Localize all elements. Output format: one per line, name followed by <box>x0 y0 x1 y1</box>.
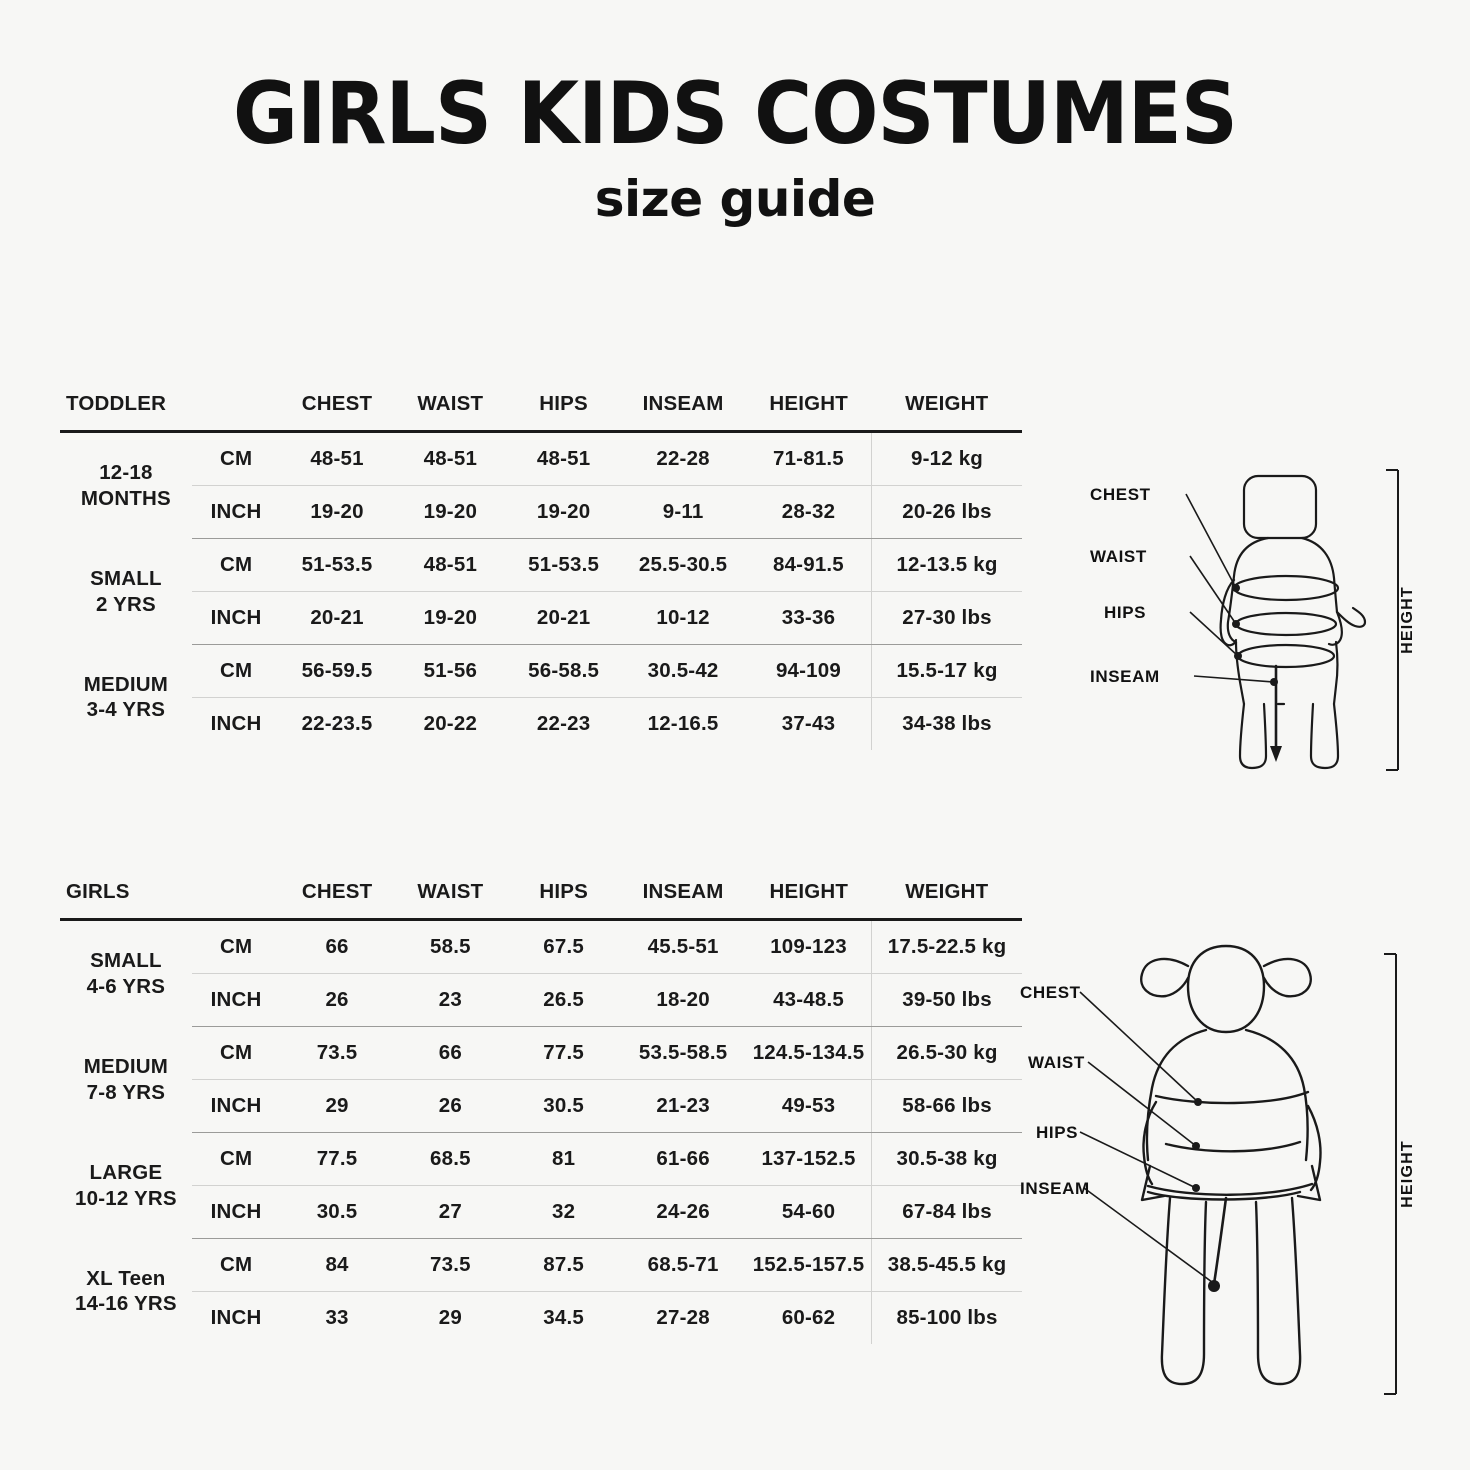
page-subtitle: size guide <box>594 169 876 228</box>
girls-table-head <box>60 866 1022 920</box>
table-row <box>60 1292 1022 1345</box>
cell-weight: 38.5-45.5 kg <box>872 1239 1022 1292</box>
figure-label-chest: CHEST <box>1090 485 1151 504</box>
cell-weight: 12-13.5 kg <box>872 539 1022 592</box>
girl-measurement-diagram <box>1020 930 1420 1425</box>
size-group-label-line2: 3-4 YRS <box>86 698 166 722</box>
table-row <box>60 592 1022 645</box>
unit-cell: INCH <box>192 974 281 1027</box>
cell-inseam: 9-11 <box>620 486 746 539</box>
cell-waist: 66 <box>394 1027 507 1080</box>
size-group-label-line2: 2 YRS <box>95 592 156 616</box>
cell-height: 33-36 <box>746 592 872 645</box>
cell-inseam: 22-28 <box>620 432 746 486</box>
cell-weight: 9-12 kg <box>872 432 1022 486</box>
size-group-label <box>60 1133 192 1239</box>
table-row <box>60 645 1022 698</box>
cell-chest: 22-23.5 <box>301 712 373 735</box>
size-group-label-line1: SMALL <box>90 566 162 590</box>
cell-inseam: 10-12 <box>620 592 746 645</box>
figure-label-hips: HIPS <box>1036 1123 1079 1142</box>
cell-chest: 51-53.5 <box>280 539 393 592</box>
unit-cell: CM <box>192 645 281 698</box>
cell-chest: 66 <box>280 920 393 974</box>
figure-label-inseam: INSEAM <box>1020 1179 1090 1198</box>
cell-hips: 87.5 <box>507 1239 620 1292</box>
size-group-label <box>60 1027 192 1133</box>
table-row <box>60 698 1022 751</box>
cell-chest: 30.5 <box>280 1186 393 1239</box>
unit-cell: INCH <box>210 712 262 735</box>
size-group-label-line2: 7-8 YRS <box>86 1080 166 1104</box>
cell-waist: 19-20 <box>394 592 507 645</box>
girls-table-body <box>60 920 1022 1345</box>
cell-height: 49-53 <box>746 1080 872 1133</box>
cell-weight: 15.5-17 kg <box>872 645 1022 698</box>
cell-waist: 20-22 <box>423 712 478 735</box>
toddler-header-row <box>60 378 1022 432</box>
column-header-chest: CHEST <box>301 392 373 415</box>
cell-weight: 30.5-38 kg <box>872 1133 1022 1186</box>
toddler-measurement-diagram <box>1090 460 1420 785</box>
cell-height: 109-123 <box>746 920 872 974</box>
figure-label-height: HEIGHT <box>1399 586 1416 654</box>
size-group-label-line1: MEDIUM <box>83 672 169 696</box>
cell-inseam: 68.5-71 <box>620 1239 746 1292</box>
size-group-label-line1: SMALL <box>90 949 162 973</box>
figure-label-waist: WAIST <box>1028 1053 1085 1072</box>
cell-waist: 19-20 <box>394 486 507 539</box>
toddler-size-table <box>60 378 1022 750</box>
cell-inseam: 18-20 <box>620 974 746 1027</box>
cell-chest: 77.5 <box>280 1133 393 1186</box>
unit-cell: INCH <box>192 486 281 539</box>
cell-hips: 77.5 <box>507 1027 620 1080</box>
size-group-label-line2: 14-16 YRS <box>75 1292 177 1316</box>
unit-cell: CM <box>192 432 281 486</box>
cell-chest: 84 <box>280 1239 393 1292</box>
cell-inseam: 24-26 <box>620 1186 746 1239</box>
size-group-label <box>60 645 192 751</box>
column-header-waist: WAIST <box>417 880 484 903</box>
cell-inseam: 12-16.5 <box>647 712 719 735</box>
cell-height: 137-152.5 <box>746 1133 872 1186</box>
cell-waist: 51-56 <box>394 645 507 698</box>
cell-waist: 29 <box>438 1306 462 1329</box>
unit-cell: CM <box>192 1027 281 1080</box>
cell-chest: 73.5 <box>280 1027 393 1080</box>
cell-height: 152.5-157.5 <box>746 1239 872 1292</box>
column-header-weight: WEIGHT <box>905 880 989 903</box>
cell-hips: 30.5 <box>507 1080 620 1133</box>
unit-cell: INCH <box>192 1080 281 1133</box>
cell-weight: 27-30 lbs <box>872 592 1022 645</box>
cell-height: 124.5-134.5 <box>746 1027 872 1080</box>
cell-chest: 48-51 <box>280 432 393 486</box>
cell-height: 37-43 <box>781 712 836 735</box>
table-row <box>60 920 1022 974</box>
cell-weight: 20-26 lbs <box>872 486 1022 539</box>
size-group-label-line1: 12-18 <box>99 461 153 485</box>
toddler-table-body <box>60 432 1022 751</box>
cell-inseam: 53.5-58.5 <box>620 1027 746 1080</box>
column-header-hips: HIPS <box>539 880 588 903</box>
cell-hips: 32 <box>507 1186 620 1239</box>
cell-height: 94-109 <box>746 645 872 698</box>
table-row <box>60 1080 1022 1133</box>
cell-chest: 29 <box>280 1080 393 1133</box>
cell-waist: 73.5 <box>394 1239 507 1292</box>
column-header-chest: CHEST <box>301 880 373 903</box>
cell-chest: 26 <box>280 974 393 1027</box>
page-header <box>0 0 1470 228</box>
cell-chest: 20-21 <box>280 592 393 645</box>
cell-height: 60-62 <box>781 1306 836 1329</box>
cell-hips: 51-53.5 <box>507 539 620 592</box>
cell-hips: 34.5 <box>543 1306 584 1329</box>
cell-height: 28-32 <box>746 486 872 539</box>
cell-height: 84-91.5 <box>746 539 872 592</box>
cell-inseam: 25.5-30.5 <box>620 539 746 592</box>
figure-label-hips: HIPS <box>1104 603 1147 622</box>
figure-label-height: HEIGHT <box>1399 1140 1416 1208</box>
size-group-label <box>60 1239 192 1345</box>
cell-hips: 20-21 <box>507 592 620 645</box>
size-group-label <box>60 432 192 539</box>
cell-inseam: 30.5-42 <box>620 645 746 698</box>
figure-label-waist: WAIST <box>1090 547 1147 566</box>
unit-cell: INCH <box>192 1186 281 1239</box>
column-header-inseam: INSEAM <box>642 880 724 903</box>
table-row <box>60 432 1022 486</box>
unit-cell: CM <box>192 920 281 974</box>
unit-cell: INCH <box>210 1306 262 1329</box>
size-group-label-line1: MEDIUM <box>83 1054 169 1078</box>
cell-inseam: 21-23 <box>620 1080 746 1133</box>
figure-label-chest: CHEST <box>1020 983 1081 1002</box>
cell-weight: 67-84 lbs <box>872 1186 1022 1239</box>
cell-waist: 48-51 <box>394 432 507 486</box>
size-group-label-line2: 10-12 YRS <box>75 1186 177 1210</box>
table-row <box>60 1239 1022 1292</box>
column-header-inseam: INSEAM <box>642 392 724 415</box>
column-header-height: HEIGHT <box>769 880 849 903</box>
table-row <box>60 1027 1022 1080</box>
girls-header-row <box>60 866 1022 920</box>
column-header-hips: HIPS <box>539 392 588 415</box>
size-group-label <box>60 920 192 1027</box>
cell-waist: 68.5 <box>394 1133 507 1186</box>
cell-waist: 27 <box>394 1186 507 1239</box>
unit-cell: INCH <box>192 592 281 645</box>
size-group-label-line1: LARGE <box>89 1160 163 1184</box>
unit-cell: CM <box>192 539 281 592</box>
cell-weight: 34-38 lbs <box>872 698 1022 751</box>
column-header-waist: WAIST <box>417 392 484 415</box>
cell-waist: 23 <box>394 974 507 1027</box>
cell-height: 71-81.5 <box>746 432 872 486</box>
cell-chest: 56-59.5 <box>280 645 393 698</box>
cell-hips: 81 <box>507 1133 620 1186</box>
unit-cell: CM <box>192 1133 281 1186</box>
table-row <box>60 486 1022 539</box>
cell-hips: 19-20 <box>507 486 620 539</box>
size-group-label-line1: XL Teen <box>86 1266 166 1290</box>
cell-inseam: 45.5-51 <box>620 920 746 974</box>
table-row <box>60 1133 1022 1186</box>
cell-hips: 26.5 <box>507 974 620 1027</box>
cell-chest: 19-20 <box>280 486 393 539</box>
column-header-weight: WEIGHT <box>905 392 989 415</box>
size-group-label-line2: 4-6 YRS <box>86 974 166 998</box>
toddler-table-head <box>60 378 1022 432</box>
size-group-label-line2: MONTHS <box>80 486 171 510</box>
cell-hips: 22-23 <box>536 712 591 735</box>
cell-height: 54-60 <box>746 1186 872 1239</box>
girls-size-table <box>60 866 1022 1344</box>
cell-waist: 26 <box>394 1080 507 1133</box>
cell-weight: 39-50 lbs <box>872 974 1022 1027</box>
cell-height: 43-48.5 <box>746 974 872 1027</box>
cell-hips: 48-51 <box>507 432 620 486</box>
cell-hips: 67.5 <box>507 920 620 974</box>
cell-weight: 85-100 lbs <box>872 1292 1022 1345</box>
cell-weight: 26.5-30 kg <box>872 1027 1022 1080</box>
page-title: GIRLS KIDS COSTUMES <box>232 64 1238 164</box>
cell-chest: 33 <box>325 1306 349 1329</box>
size-group-label <box>60 539 192 645</box>
unit-cell: CM <box>192 1239 281 1292</box>
cell-weight: 17.5-22.5 kg <box>872 920 1022 974</box>
column-header-height: HEIGHT <box>769 392 849 415</box>
cell-waist: 48-51 <box>394 539 507 592</box>
table-row <box>60 1186 1022 1239</box>
cell-waist: 58.5 <box>394 920 507 974</box>
toddler-group-header: TODDLER <box>66 392 167 415</box>
cell-inseam: 27-28 <box>656 1306 710 1329</box>
cell-hips: 56-58.5 <box>507 645 620 698</box>
table-row <box>60 974 1022 1027</box>
cell-inseam: 61-66 <box>620 1133 746 1186</box>
table-row <box>60 539 1022 592</box>
girls-group-header: GIRLS <box>66 880 130 903</box>
figure-label-inseam: INSEAM <box>1090 667 1160 686</box>
cell-weight: 58-66 lbs <box>872 1080 1022 1133</box>
